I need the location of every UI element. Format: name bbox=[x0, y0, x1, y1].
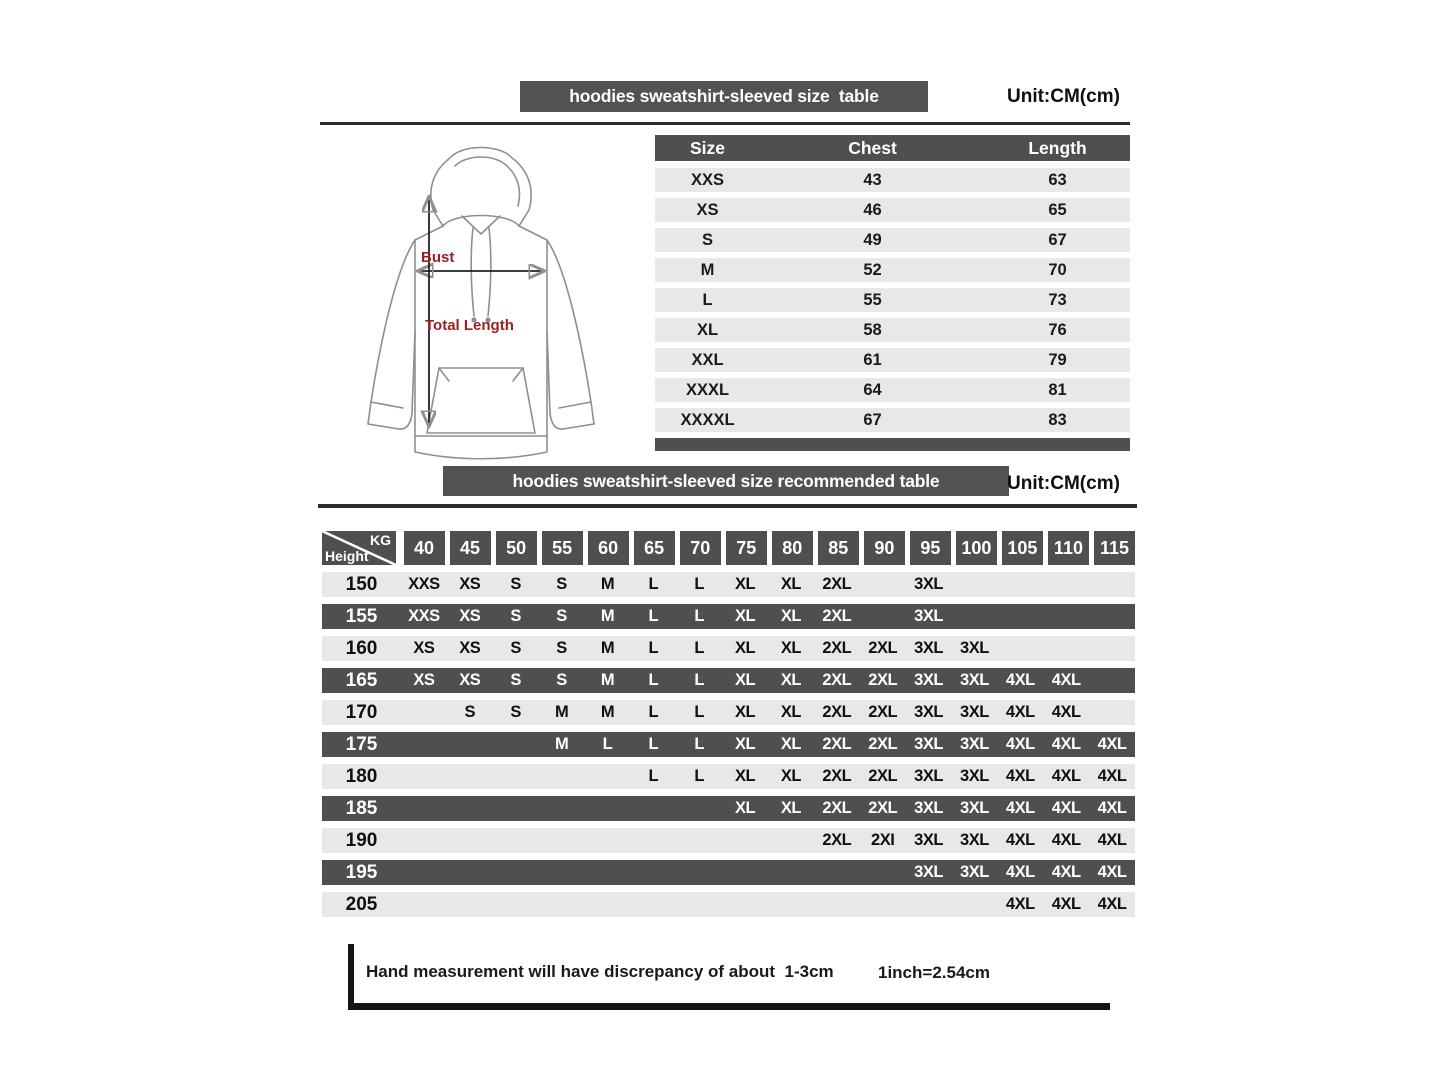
recommend-size-cell: XL bbox=[780, 735, 801, 753]
chest-cell: 58 bbox=[863, 320, 882, 339]
recommend-size-cell: 3XL bbox=[914, 863, 943, 881]
recommend-size-cell: XS bbox=[459, 575, 481, 593]
weight-col-header: 100 bbox=[956, 531, 997, 565]
right-drawstring bbox=[488, 228, 491, 316]
recommend-size-cell: S bbox=[556, 575, 567, 593]
size-table-row bbox=[655, 288, 1130, 312]
length-cell: 70 bbox=[1048, 260, 1067, 279]
chest-cell: 52 bbox=[863, 260, 882, 279]
size-table-title-bar bbox=[520, 81, 928, 112]
recommend-size-cell: S bbox=[464, 703, 476, 721]
recommend-size-cell: 3XL bbox=[914, 607, 943, 625]
size-table-row bbox=[655, 258, 1130, 282]
weight-col-header: 50 bbox=[496, 531, 537, 565]
recommend-size-cell: 4XL bbox=[1051, 831, 1081, 849]
hoodie-measurement-diagram bbox=[322, 136, 640, 462]
pocket-outline bbox=[427, 368, 535, 433]
hood-outline bbox=[431, 148, 531, 227]
recommend-size-cell: XL bbox=[735, 671, 756, 689]
recommend-size-cell: XXS bbox=[408, 575, 440, 593]
size-table-row bbox=[655, 348, 1130, 372]
recommend-size-cell: L bbox=[694, 639, 704, 657]
recommend-size-cell: L bbox=[648, 703, 659, 721]
height-label: 205 bbox=[345, 893, 378, 915]
height-label: 165 bbox=[345, 669, 378, 691]
recommend-size-cell: XS bbox=[459, 671, 481, 689]
recommend-size-cell: L bbox=[648, 607, 659, 625]
recommend-size-cell: S bbox=[510, 703, 521, 721]
recommend-size-cell: 4XL bbox=[1005, 767, 1035, 785]
recommend-size-cell: S bbox=[556, 639, 567, 657]
recommend-size-cell: L bbox=[694, 735, 704, 753]
recommend-size-cell: XL bbox=[735, 607, 756, 625]
recommend-size-cell: 4XL bbox=[1005, 863, 1035, 881]
weight-col-header: 40 bbox=[404, 531, 445, 565]
weight-col-header: 110 bbox=[1048, 531, 1089, 565]
weight-col-header: 65 bbox=[634, 531, 675, 565]
bust-label: Bust bbox=[421, 249, 455, 266]
length-cell: 83 bbox=[1048, 410, 1067, 429]
recommend-size-cell: 4XL bbox=[1051, 703, 1081, 721]
recommend-size-cell: XS bbox=[413, 671, 435, 689]
recommend-size-cell: 4XL bbox=[1051, 671, 1081, 689]
recommend-size-cell: 2XL bbox=[822, 735, 852, 753]
weight-col-header: 75 bbox=[726, 531, 767, 565]
recommend-size-cell: 4XL bbox=[1097, 799, 1127, 817]
size-cell: S bbox=[701, 230, 713, 249]
recommend-size-cell: M bbox=[600, 639, 615, 657]
recommend-size-cell: 3XL bbox=[960, 639, 989, 657]
right-cuff-line bbox=[559, 402, 591, 408]
recommend-size-cell: XS bbox=[459, 639, 481, 657]
height-label: 170 bbox=[345, 701, 378, 723]
recommend-size-cell: 2XL bbox=[868, 671, 898, 689]
recommend-size-cell: 3XL bbox=[914, 799, 943, 817]
measurement-discrepancy-note: Hand measurement will have discrepancy of about 1-3cm bbox=[366, 962, 834, 981]
size-cell: XS bbox=[696, 200, 719, 219]
length-cell: 76 bbox=[1048, 320, 1067, 339]
chest-cell: 64 bbox=[863, 380, 882, 399]
weight-col-header: 90 bbox=[864, 531, 905, 565]
recommend-size-cell: 2XL bbox=[822, 703, 852, 721]
chest-cell: 67 bbox=[863, 410, 882, 429]
divider-middle bbox=[318, 504, 1137, 508]
recommend-size-cell: M bbox=[600, 575, 615, 593]
pocket-fold-right bbox=[513, 368, 523, 381]
weight-col-header: 55 bbox=[542, 531, 583, 565]
recommend-size-cell: L bbox=[694, 671, 704, 689]
footer-horizontal-bar bbox=[348, 1003, 1110, 1010]
chest-cell: 55 bbox=[863, 290, 882, 309]
recommend-size-cell: L bbox=[602, 735, 613, 753]
size-cell: L bbox=[702, 290, 713, 309]
recommend-size-cell: 4XL bbox=[1005, 895, 1035, 913]
recommend-row-185 bbox=[322, 796, 1135, 821]
weight-col-header: 45 bbox=[450, 531, 491, 565]
recommend-size-cell: 2XL bbox=[868, 639, 898, 657]
length-cell: 65 bbox=[1048, 200, 1067, 219]
recommend-size-cell: 4XL bbox=[1097, 895, 1127, 913]
recommend-size-cell: 3XL bbox=[960, 863, 989, 881]
size-table-row bbox=[655, 168, 1130, 192]
size-cell: XXXXL bbox=[680, 410, 735, 429]
height-label: 195 bbox=[345, 861, 378, 883]
recommend-size-cell: 3XL bbox=[960, 799, 989, 817]
chest-cell: 61 bbox=[863, 350, 882, 369]
recommended-table-header bbox=[322, 531, 1135, 565]
recommended-size-table bbox=[322, 531, 1135, 917]
size-table bbox=[655, 135, 1130, 451]
recommend-size-cell: L bbox=[648, 575, 659, 593]
recommend-size-cell: L bbox=[694, 767, 704, 785]
recommend-size-cell: XL bbox=[735, 703, 756, 721]
recommend-size-cell: 4XL bbox=[1005, 703, 1035, 721]
size-table-body bbox=[655, 168, 1130, 432]
height-label: 160 bbox=[345, 637, 378, 659]
recommend-size-cell: 3XL bbox=[960, 767, 989, 785]
height-label: 150 bbox=[345, 573, 378, 595]
recommend-size-cell: S bbox=[510, 575, 521, 593]
recommend-size-cell: 3XL bbox=[914, 767, 943, 785]
chest-cell: 49 bbox=[863, 230, 882, 249]
size-cell: XXXL bbox=[685, 380, 730, 399]
right-sleeve bbox=[547, 240, 594, 429]
weight-col-header: 115 bbox=[1094, 531, 1135, 565]
corner-height-label: Height bbox=[325, 548, 369, 564]
recommended-table-title-bar bbox=[443, 466, 1009, 496]
recommend-size-cell: 2XI bbox=[871, 831, 895, 849]
total-length-label: Total Length bbox=[425, 317, 514, 334]
recommend-size-cell: 4XL bbox=[1051, 767, 1081, 785]
size-col-header: Size bbox=[689, 137, 726, 158]
pocket-fold-left bbox=[439, 368, 449, 381]
corner-kg-label: KG bbox=[370, 532, 391, 548]
recommend-size-cell: 2XL bbox=[822, 671, 852, 689]
recommend-row-205 bbox=[322, 892, 1135, 917]
recommend-size-cell: 4XL bbox=[1097, 735, 1127, 753]
recommend-size-cell: 4XL bbox=[1005, 671, 1035, 689]
length-cell: 67 bbox=[1048, 230, 1067, 249]
recommend-size-cell: 4XL bbox=[1097, 863, 1127, 881]
recommend-size-cell: 2XL bbox=[822, 831, 852, 849]
recommended-table-body bbox=[322, 572, 1135, 917]
weight-col-header: 85 bbox=[818, 531, 859, 565]
length-cell: 63 bbox=[1048, 170, 1067, 189]
recommend-size-cell: 2XL bbox=[822, 639, 852, 657]
recommend-size-cell: 4XL bbox=[1051, 863, 1081, 881]
recommend-size-cell: 3XL bbox=[960, 735, 989, 753]
recommend-size-cell: M bbox=[600, 671, 615, 689]
recommend-size-cell: 2XL bbox=[822, 575, 852, 593]
recommend-size-cell: M bbox=[554, 703, 569, 721]
left-sleeve bbox=[368, 240, 415, 429]
footer-vertical-bar bbox=[348, 944, 354, 1010]
recommend-size-cell: 4XL bbox=[1097, 767, 1127, 785]
recommend-size-cell: 2XL bbox=[868, 703, 898, 721]
recommend-row-195 bbox=[322, 860, 1135, 885]
recommend-size-cell: 4XL bbox=[1005, 799, 1035, 817]
size-table-header bbox=[655, 135, 1130, 161]
recommend-size-cell: XL bbox=[735, 575, 756, 593]
hem-band bbox=[415, 436, 547, 459]
inch-conversion-note: 1inch=2.54cm bbox=[878, 963, 990, 982]
chest-cell: 46 bbox=[863, 200, 882, 219]
recommend-size-cell: XL bbox=[735, 639, 756, 657]
recommend-size-cell: XL bbox=[780, 703, 801, 721]
recommend-size-cell: 3XL bbox=[914, 639, 943, 657]
corner-kg-height-cell bbox=[322, 531, 396, 565]
recommend-size-cell: 3XL bbox=[914, 671, 943, 689]
recommended-table-unit-label: Unit:CM(cm) bbox=[1007, 473, 1120, 494]
weight-col-header: 60 bbox=[588, 531, 629, 565]
recommend-size-cell: XL bbox=[780, 767, 801, 785]
recommend-row-160 bbox=[322, 636, 1135, 661]
recommend-row-180 bbox=[322, 764, 1135, 789]
recommend-size-cell: L bbox=[648, 639, 659, 657]
size-table-row bbox=[655, 318, 1130, 342]
recommend-size-cell: S bbox=[510, 639, 521, 657]
recommend-row-175 bbox=[322, 732, 1135, 757]
recommend-size-cell: 4XL bbox=[1097, 831, 1127, 849]
recommend-size-cell: XL bbox=[780, 607, 801, 625]
recommend-size-cell: M bbox=[600, 703, 615, 721]
size-cell: M bbox=[700, 260, 715, 279]
height-label: 185 bbox=[345, 797, 378, 819]
size-table-row bbox=[655, 408, 1130, 432]
recommend-size-cell: L bbox=[648, 671, 659, 689]
size-cell: XXS bbox=[690, 170, 725, 189]
recommend-size-cell: 3XL bbox=[960, 831, 989, 849]
size-cell: XL bbox=[696, 320, 719, 339]
recommend-size-cell: XL bbox=[780, 671, 801, 689]
recommend-size-cell: L bbox=[694, 607, 704, 625]
size-col-header: Length bbox=[1028, 137, 1087, 158]
recommend-size-cell: 2XL bbox=[868, 767, 898, 785]
height-label: 190 bbox=[345, 829, 378, 851]
recommend-row-155 bbox=[322, 604, 1135, 629]
size-table-row bbox=[655, 198, 1130, 222]
recommend-size-cell: XL bbox=[780, 799, 801, 817]
recommend-size-cell: XL bbox=[735, 799, 756, 817]
size-table-row bbox=[655, 378, 1130, 402]
recommend-size-cell: M bbox=[600, 607, 615, 625]
size-table-unit-label: Unit:CM(cm) bbox=[1007, 86, 1120, 107]
recommend-row-165 bbox=[322, 668, 1135, 693]
recommend-size-cell: 2XL bbox=[868, 799, 898, 817]
hood-inner-line bbox=[455, 157, 520, 206]
recommend-size-cell: XL bbox=[780, 575, 801, 593]
recommend-row-170 bbox=[322, 700, 1135, 725]
height-label: 175 bbox=[345, 733, 378, 755]
neck-opening bbox=[462, 216, 500, 234]
recommend-size-cell: 4XL bbox=[1005, 831, 1035, 849]
chest-cell: 43 bbox=[863, 170, 882, 189]
weight-col-header: 95 bbox=[910, 531, 951, 565]
length-cell: 81 bbox=[1048, 380, 1067, 399]
recommend-size-cell: 4XL bbox=[1051, 735, 1081, 753]
recommend-size-cell: L bbox=[648, 735, 659, 753]
recommend-size-cell: S bbox=[510, 671, 521, 689]
recommend-size-cell: 4XL bbox=[1005, 735, 1035, 753]
recommend-size-cell: 3XL bbox=[960, 671, 989, 689]
size-col-header: Chest bbox=[848, 137, 897, 158]
left-drawstring bbox=[471, 228, 474, 316]
recommend-size-cell: L bbox=[694, 575, 704, 593]
recommend-size-cell: XL bbox=[780, 639, 801, 657]
recommend-size-cell: XL bbox=[735, 735, 756, 753]
recommend-size-cell: L bbox=[648, 767, 659, 785]
size-table-row bbox=[655, 228, 1130, 252]
recommend-size-cell: 4XL bbox=[1051, 895, 1081, 913]
recommend-size-cell: 3XL bbox=[914, 831, 943, 849]
recommend-row-150 bbox=[322, 572, 1135, 597]
recommend-row-190 bbox=[322, 828, 1135, 853]
recommended-table-title: hoodies sweatshirt-sleeved size recommended table bbox=[512, 470, 940, 491]
recommend-size-cell: S bbox=[556, 671, 567, 689]
weight-col-header: 105 bbox=[1002, 531, 1043, 565]
recommend-size-cell: 2XL bbox=[822, 799, 852, 817]
recommend-size-cell: XS bbox=[413, 639, 435, 657]
weight-col-header: 70 bbox=[680, 531, 721, 565]
weight-col-header: 80 bbox=[772, 531, 813, 565]
recommend-size-cell: 3XL bbox=[914, 703, 943, 721]
recommend-size-cell: 3XL bbox=[914, 575, 943, 593]
length-cell: 79 bbox=[1048, 350, 1067, 369]
size-table-title: hoodies sweatshirt-sleeved size table bbox=[569, 86, 879, 106]
size-table-footer-bar bbox=[655, 438, 1130, 451]
recommend-size-cell: XXS bbox=[408, 607, 440, 625]
divider-top bbox=[320, 122, 1130, 125]
recommend-size-cell: M bbox=[554, 735, 569, 753]
recommend-size-cell: 2XL bbox=[868, 735, 898, 753]
recommend-size-cell: S bbox=[510, 607, 521, 625]
recommend-size-cell: 2XL bbox=[822, 767, 852, 785]
recommend-size-cell: S bbox=[556, 607, 567, 625]
height-label: 180 bbox=[345, 765, 378, 787]
recommend-size-cell: L bbox=[694, 703, 704, 721]
recommend-size-cell: XS bbox=[459, 607, 481, 625]
length-cell: 73 bbox=[1048, 290, 1067, 309]
size-cell: XXL bbox=[691, 350, 724, 369]
recommend-size-cell: 4XL bbox=[1051, 799, 1081, 817]
left-cuff-line bbox=[371, 402, 403, 408]
recommend-size-cell: 2XL bbox=[822, 607, 852, 625]
recommend-size-cell: 3XL bbox=[960, 703, 989, 721]
height-label: 155 bbox=[345, 605, 378, 627]
recommend-size-cell: 3XL bbox=[914, 735, 943, 753]
recommend-size-cell: XL bbox=[735, 767, 756, 785]
